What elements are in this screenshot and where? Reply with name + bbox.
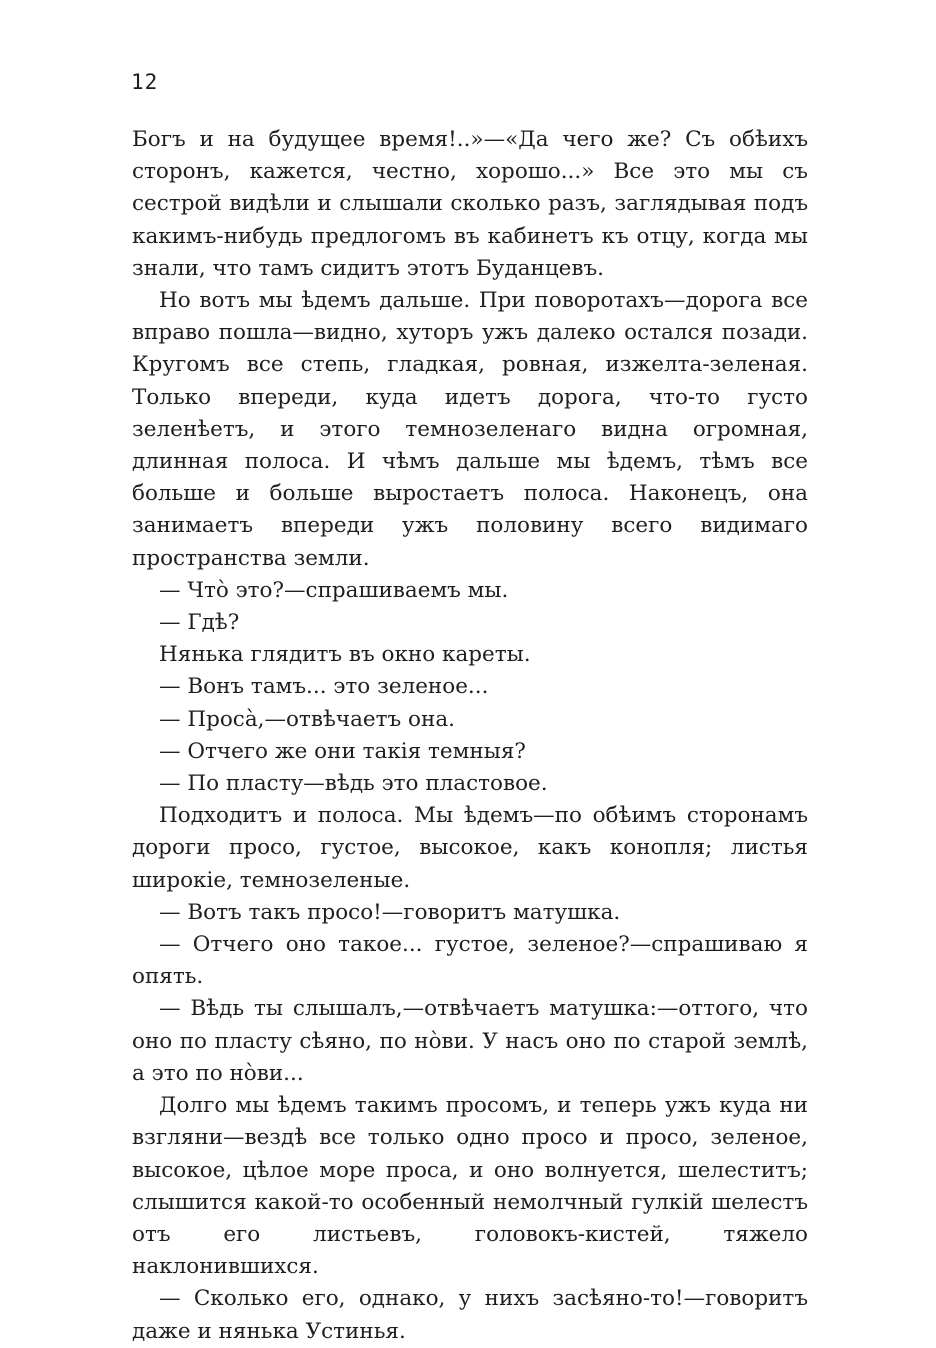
paragraph: Нянька глядитъ въ окно кареты.	[159, 642, 531, 668]
dialogue-line: — Что̀ это?—спрашиваемъ мы.	[159, 577, 509, 603]
page-number: 12	[131, 70, 159, 94]
dialogue-line: — Проса̀,—отвѣчаетъ она.	[159, 706, 455, 732]
dialogue-line: — Гдѣ?	[159, 610, 240, 636]
body-text	[132, 124, 808, 1348]
paragraph: Долго мы ѣдемъ такимъ просомъ, и теперь ужъ куда ни взгляни—вездѣ все только одно просо и просо, зеленое, высокое, цѣлое море проса, и оно волнуется, шелеститъ; слышится какой-то особенный немолчный гулкій шелестъ отъ его листьевъ, головокъ-кистей, тяжело наклонившихся.	[132, 1093, 808, 1280]
dialogue-line: — Сколько его, однако, у нихъ засѣяно-то!—говоритъ даже и нянька Устинья.	[132, 1286, 808, 1344]
dialogue-line: — Вотъ такъ просо!—говоритъ матушка.	[159, 899, 621, 925]
dialogue-line: — Отчего же они такія темныя?	[159, 738, 526, 764]
dialogue-line: — По пласту—вѣдь это пластовое.	[159, 771, 548, 797]
paragraph: Но вотъ мы ѣдемъ дальше. При поворотахъ—дорога все вправо пошла—видно, хуторъ ужъ далеко остался позади. Кругомъ все степь, гладкая, ровная, изжелта-зеленая. Только впереди, куда идетъ дорога, что-то густо зеленѣетъ, и этого темнозеленаго видна огромная, длинная полоса. И чѣмъ дальше мы ѣдемъ, тѣмъ все больше и больше выростаетъ полоса. Наконецъ, она занимаетъ впереди ужъ половину всего видимаго пространства земли.	[132, 288, 808, 571]
paragraph: Подходитъ и полоса. Мы ѣдемъ—по обѣимъ сторонамъ дороги просо, густое, высокое, какъ конопля; листья широкіе, темнозеленые.	[132, 803, 808, 893]
dialogue-line: — Вонъ тамъ... это зеленое...	[159, 674, 489, 700]
paragraph: Богъ и на будущее время!..»—«Да чего же? Съ обѣихъ сторонъ, кажется, честно, хорошо...» Все это мы съ сестрой видѣли и слышали сколько разъ, заглядывая подъ какимъ-нибудь предлогомъ въ кабинетъ къ отцу, когда мы знали, что тамъ сидитъ этотъ Буданцевъ.	[132, 127, 808, 281]
dialogue-line: — Вѣдь ты слышалъ,—отвѣчаетъ матушка:—оттого, что оно по пласту сѣяно, по но̀ви. У насъ оно по старой землѣ, а это по но̀ви...	[132, 996, 808, 1086]
dialogue-line: — Отчего оно такое... густое, зеленое?—спрашиваю я опять.	[132, 932, 808, 990]
